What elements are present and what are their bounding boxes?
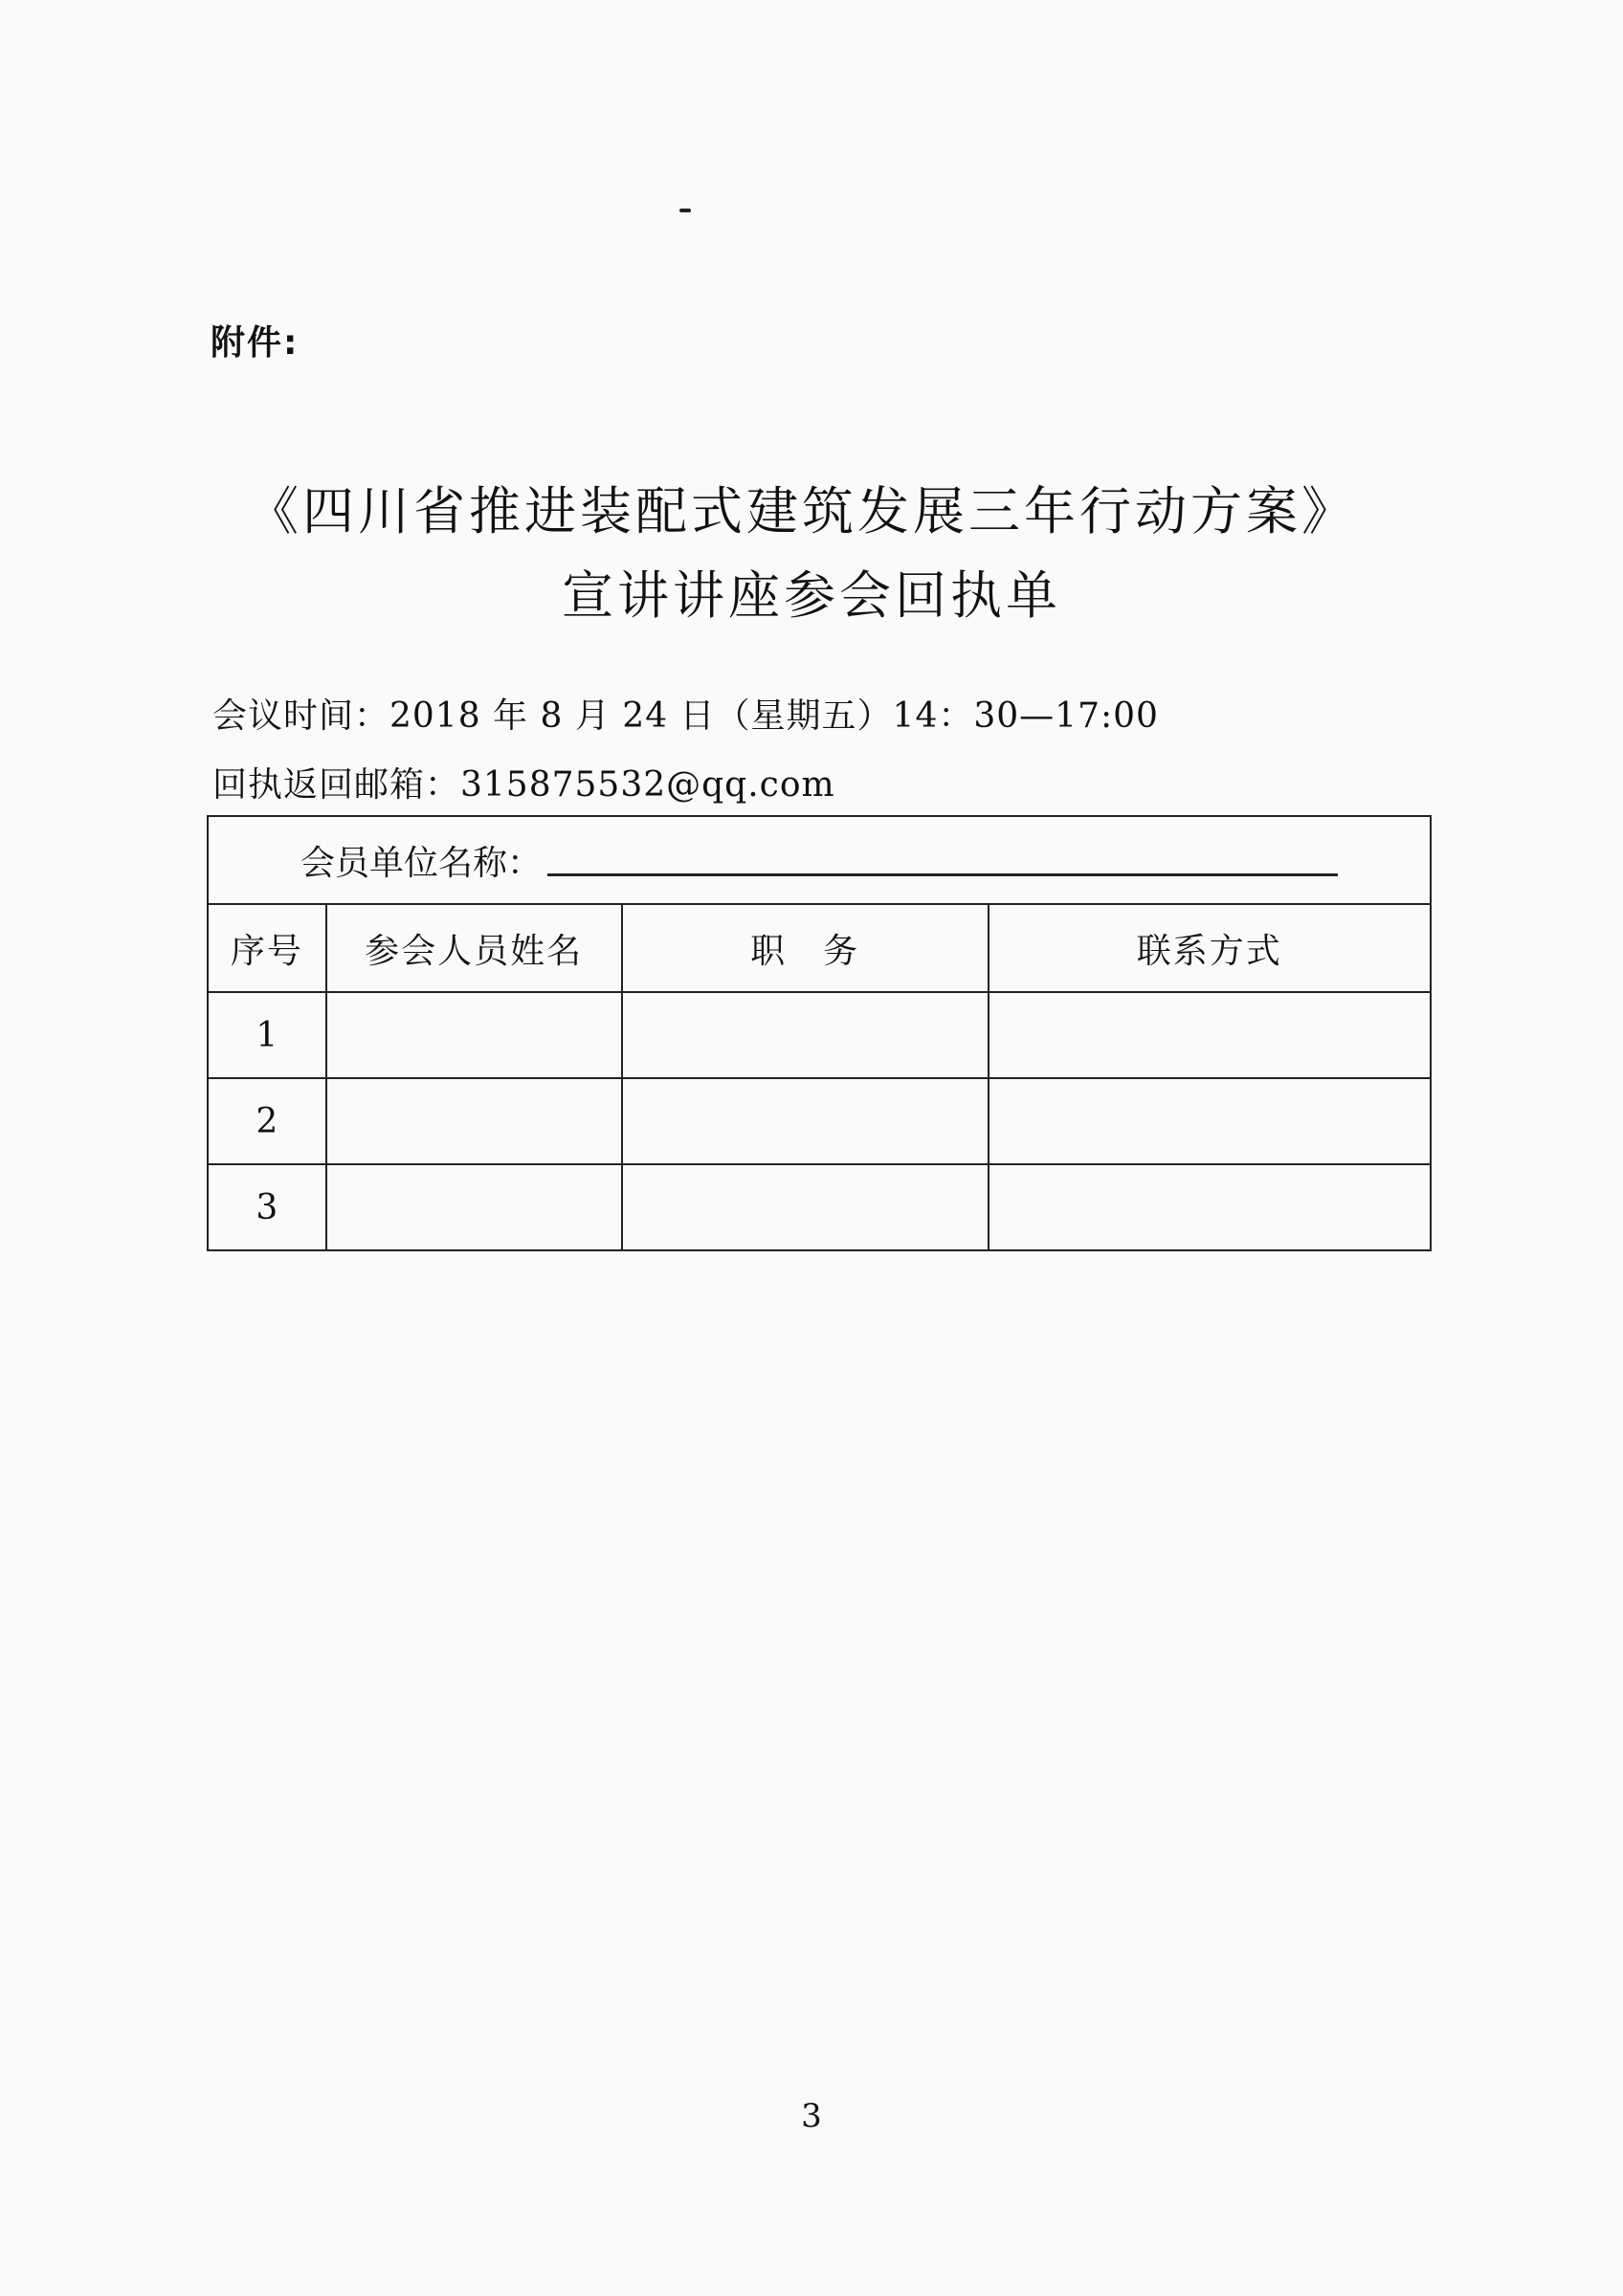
contact-cell[interactable] [989, 992, 1431, 1078]
row-number: 1 [208, 992, 326, 1078]
member-unit-label: 会员单位名称： [300, 843, 542, 883]
header-row [208, 904, 1431, 992]
ink-speck [679, 209, 691, 212]
member-unit-row [208, 816, 1431, 904]
document-title: 《四川省推进装配式建筑发展三年行动方案》 [247, 481, 1357, 541]
row-number: 3 [208, 1164, 326, 1250]
header-contact: 联系方式 [989, 904, 1431, 992]
member-unit-blank-line[interactable] [547, 852, 1338, 876]
registration-table [207, 815, 1432, 1251]
attendee-name-cell[interactable] [326, 992, 622, 1078]
row-number: 2 [208, 1078, 326, 1164]
contact-cell[interactable] [989, 1078, 1431, 1164]
document-subtitle: 宣讲讲座参会回执单 [562, 565, 1061, 626]
member-unit-cell[interactable] [208, 816, 1431, 904]
header-attendee-name: 参会人员姓名 [326, 904, 622, 992]
meeting-time: 会议时间：2018 年 8 月 24 日（星期五）14：30—17:00 [212, 696, 1159, 736]
position-cell[interactable] [622, 1078, 989, 1164]
position-cell[interactable] [622, 1164, 989, 1250]
position-cell[interactable] [622, 992, 989, 1078]
table-row [208, 1078, 1431, 1164]
page-number: 3 [801, 2097, 822, 2135]
contact-cell[interactable] [989, 1164, 1431, 1250]
reply-email: 回执返回邮箱：315875532@qq.com [212, 765, 835, 805]
header-serial-number: 序号 [208, 904, 326, 992]
attendee-name-cell[interactable] [326, 1164, 622, 1250]
table-row [208, 992, 1431, 1078]
table-row [208, 1164, 1431, 1250]
header-position: 职 务 [622, 904, 989, 992]
attendee-name-cell[interactable] [326, 1078, 622, 1164]
attachment-label: 附件: [211, 323, 300, 363]
